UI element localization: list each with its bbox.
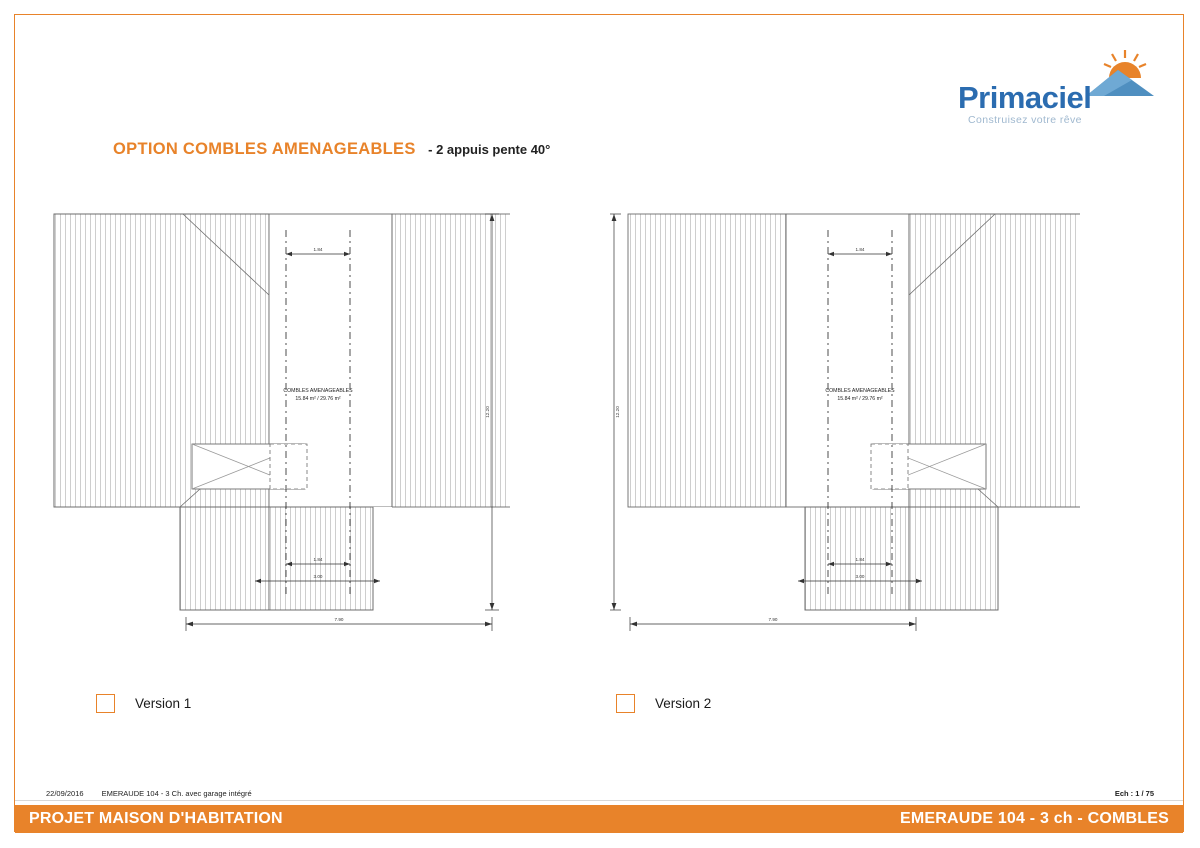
page-title — [113, 140, 550, 159]
dim-bottom-outer-v2: 3.00 — [855, 574, 865, 579]
logo-brand: Primaciel — [958, 80, 1092, 115]
room-label-line1-v2: COMBLES AMENAGEABLES — [825, 388, 895, 394]
footer-scale: Ech : 1 / 75 — [1114, 789, 1154, 798]
dim-top-v2: 1.84 — [855, 247, 865, 252]
footer-model-title: EMERAUDE 104 - 3 ch - COMBLES — [900, 810, 1169, 827]
dim-height-v2: 12.20 — [615, 406, 620, 418]
primaciel-logo — [958, 48, 1158, 128]
dim-bottom-inner-v1: 1.84 — [313, 557, 323, 562]
footer-date: 22/09/2016 — [46, 789, 84, 798]
version-2-option[interactable] — [616, 694, 711, 713]
version-2-label: Version 2 — [655, 696, 712, 711]
dim-width-v1: 7.90 — [334, 617, 344, 622]
footer-bar — [15, 805, 1183, 833]
room-label-line1-v1: COMBLES AMENAGEABLES — [283, 388, 353, 394]
dim-bottom-inner-v2: 1.84 — [855, 557, 865, 562]
dim-height-v1: 12.20 — [485, 406, 490, 418]
dim-top-v1: 1.84 — [313, 247, 323, 252]
footer-reference: EMERAUDE 104 - 3 Ch. avec garage intégré — [101, 789, 252, 798]
logo-tagline: Construisez votre rêve — [968, 114, 1082, 126]
room-label-line2-v2: 15.84 m² / 29.76 m² — [837, 396, 883, 402]
footer-meta — [46, 789, 252, 798]
floorplan-svg-v1 — [40, 200, 510, 650]
footer-project-title: PROJET MAISON D'HABITATION — [29, 810, 283, 827]
floorplan-version-1 — [40, 200, 510, 650]
version-1-checkbox[interactable] — [96, 694, 115, 713]
page-title-main: OPTION COMBLES AMENAGEABLES — [113, 140, 416, 158]
footer-divider — [15, 800, 1183, 801]
room-label-line2-v1: 15.84 m² / 29.76 m² — [295, 396, 341, 402]
floorplan-version-2 — [610, 200, 1080, 650]
version-1-option[interactable] — [96, 694, 191, 713]
dim-width-v2: 7.90 — [768, 617, 778, 622]
version-2-checkbox[interactable] — [616, 694, 635, 713]
dim-bottom-outer-v1: 3.00 — [313, 574, 323, 579]
floorplan-svg-v2 — [610, 200, 1080, 650]
roof-icon — [1084, 66, 1156, 98]
page-title-sub: - 2 appuis pente 40° — [428, 142, 551, 157]
version-1-label: Version 1 — [135, 696, 192, 711]
